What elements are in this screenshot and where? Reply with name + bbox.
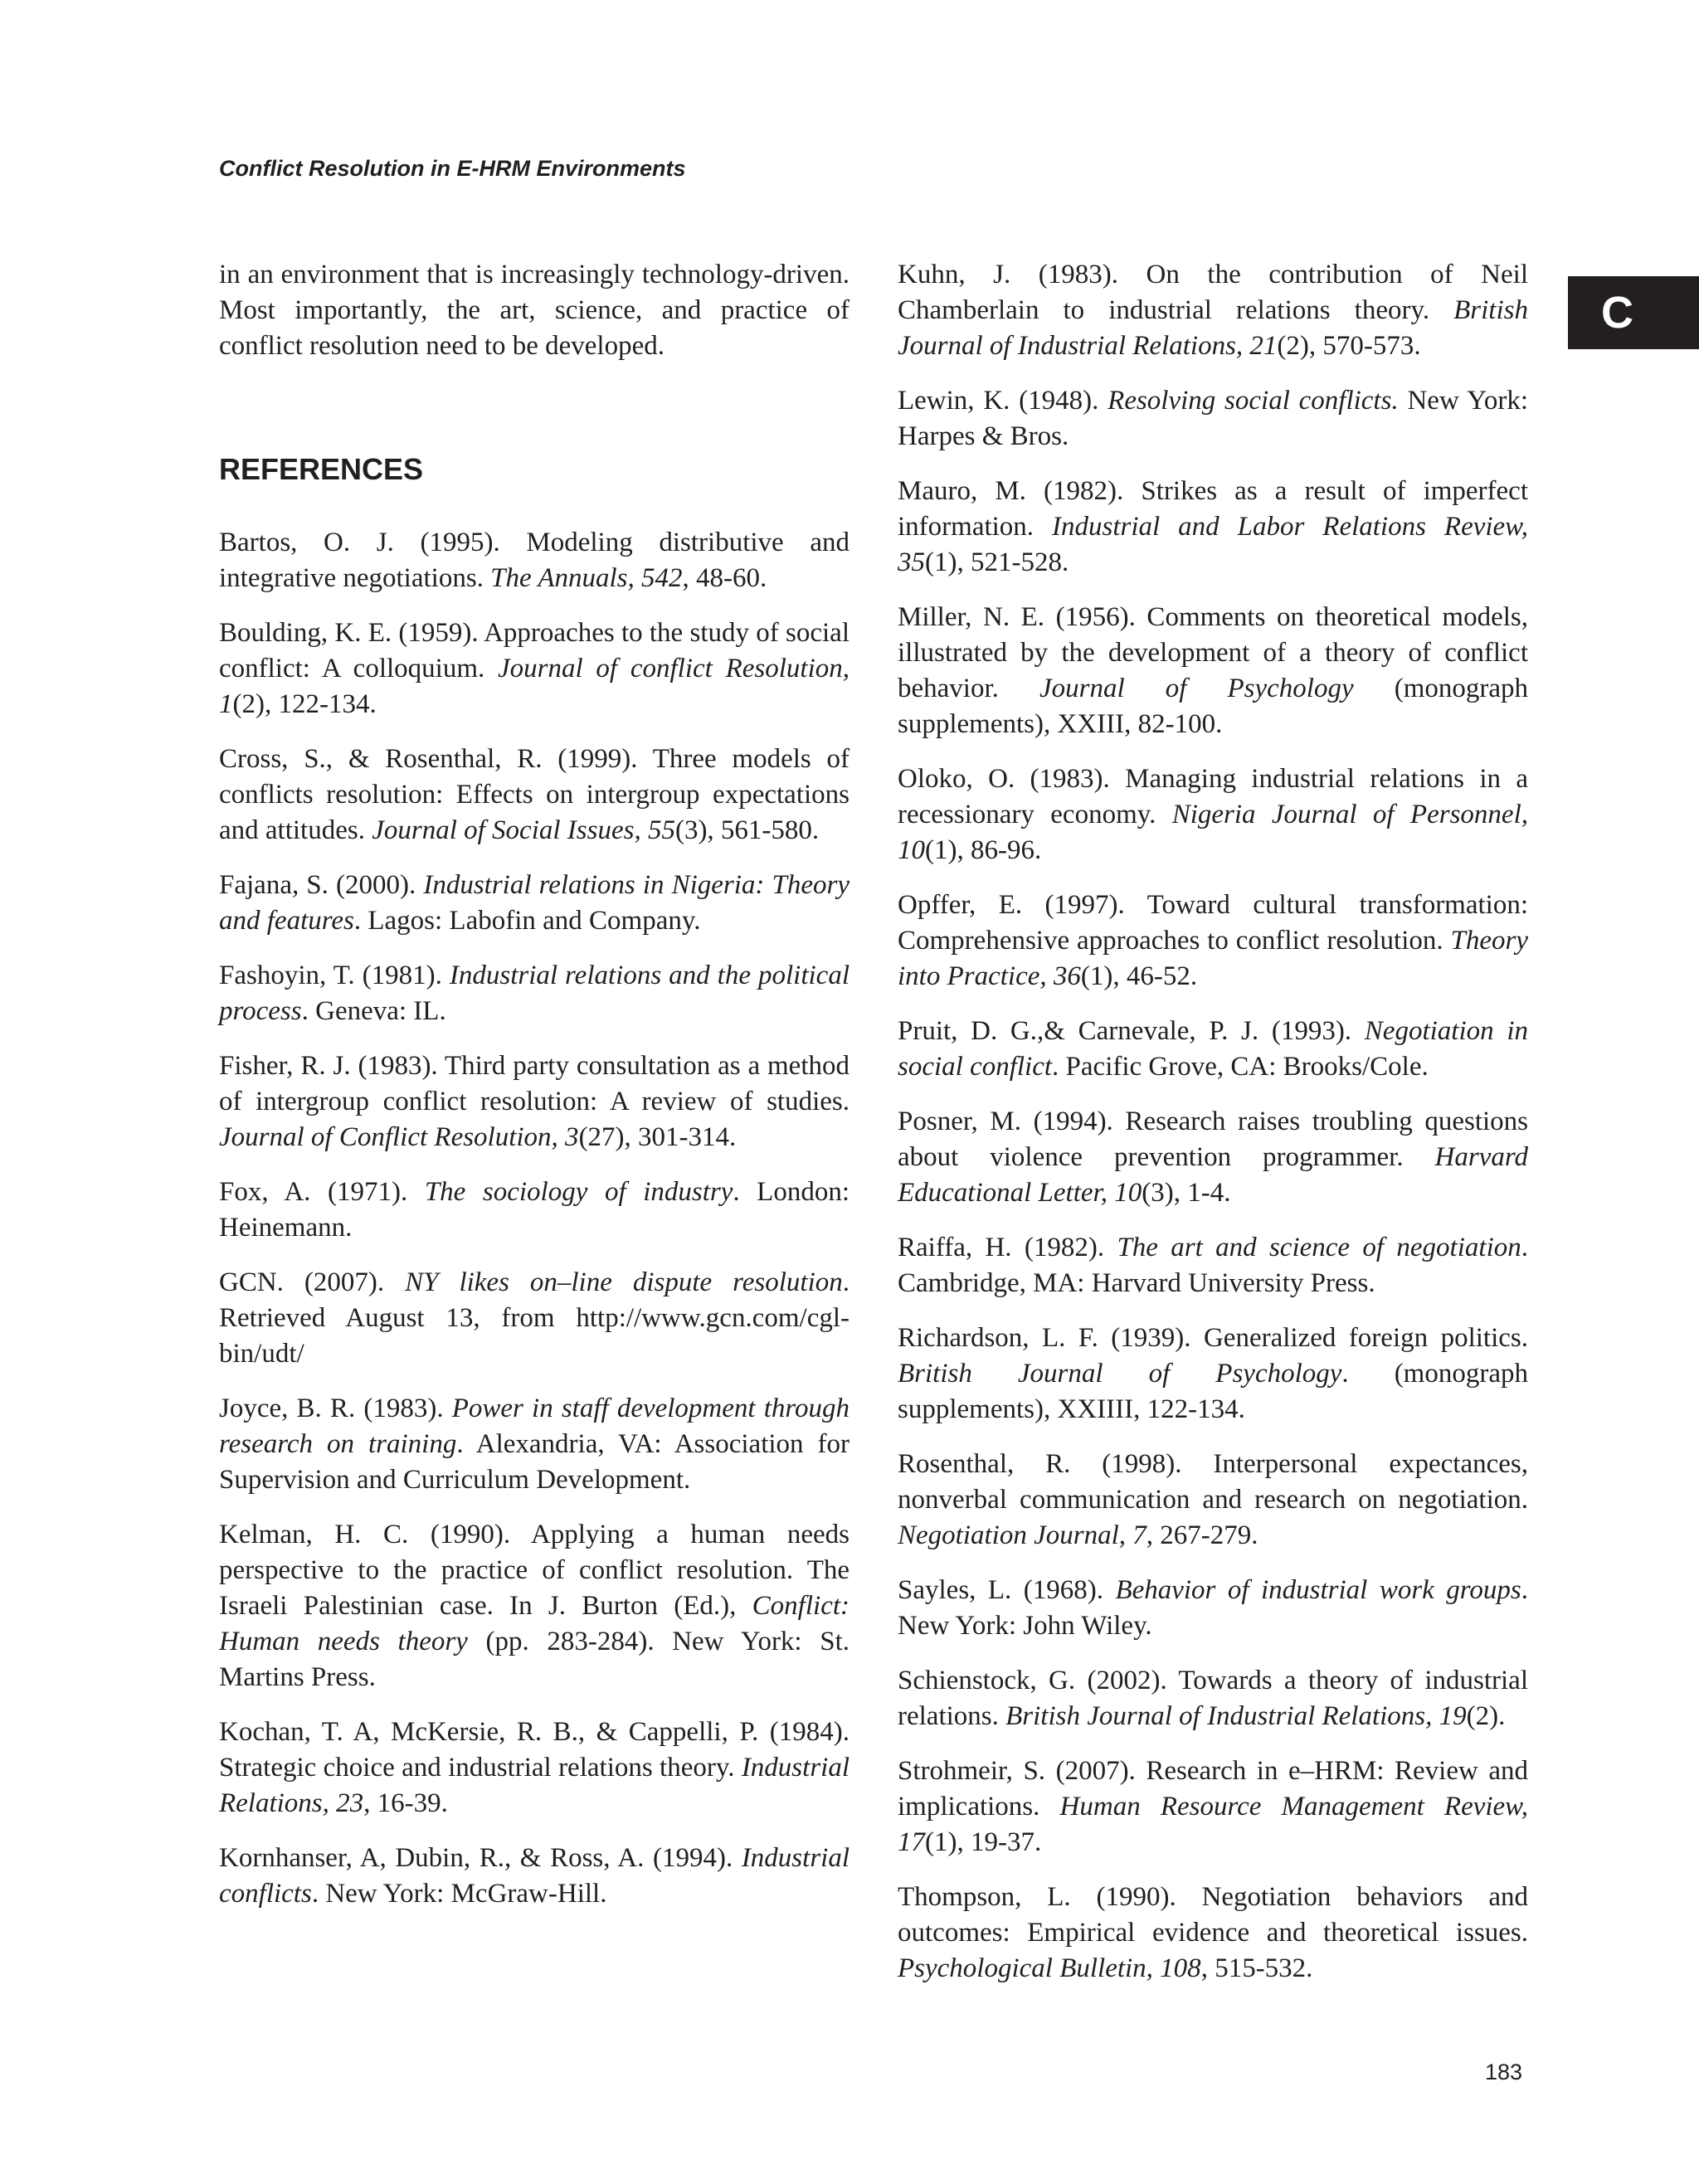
reference-source: Harvard Educational Letter, 10 xyxy=(898,1142,1528,1208)
reference-entry xyxy=(219,1048,850,1155)
reference-text: Sayles, L. (1968). xyxy=(898,1575,1116,1605)
reference-entry xyxy=(219,958,850,1029)
reference-text: Lewin, K. (1948). xyxy=(898,386,1108,416)
reference-text: (3), 561-580. xyxy=(674,815,820,845)
reference-entry xyxy=(219,525,850,596)
reference-text: (pp. 283-284). New York: St. Martins Press. xyxy=(219,1627,850,1692)
reference-text: , 48-60. xyxy=(682,563,767,593)
reference-text: Richardson, L. F. (1939). Generalized foreign politics. xyxy=(898,1323,1528,1353)
reference-entry xyxy=(219,1391,850,1498)
reference-text: (1), 86-96. xyxy=(925,835,1042,865)
references-heading: REFERENCES xyxy=(219,452,424,486)
running-header: Conflict Resolution in E-HRM Environments xyxy=(219,156,686,181)
reference-text: New York: Harpes & Bros. xyxy=(898,386,1528,451)
reference-source: The art and science of negotiation xyxy=(1117,1233,1521,1262)
reference-source: British Journal of Industrial Relations, 21 xyxy=(898,295,1528,361)
reference-text: Raiffa, H. (1982). xyxy=(898,1233,1117,1262)
reference-text: Boulding, K. E. (1959). Approaches to the study of social conflict: A colloquium. xyxy=(219,618,850,683)
section-tab: C xyxy=(1568,276,1699,349)
reference-entry xyxy=(898,888,1528,995)
reference-source: Negotiation in social conflict xyxy=(898,1016,1528,1082)
reference-text: Fisher, R. J. (1983). Third party consultation as a method of intergroup conflict resolution: A review of studies. xyxy=(219,1051,850,1116)
reference-text: Strohmeir, S. (2007). Research in e–HRM: Review and implications. xyxy=(898,1756,1528,1822)
left-column xyxy=(219,257,850,1931)
reference-text: Thompson, L. (1990). Negotiation behaviors and outcomes: Empirical evidence and theoretical issues. xyxy=(898,1882,1528,1948)
reference-source: Human Resource Management Review, 17 xyxy=(898,1792,1528,1857)
reference-source: Industrial and Labor Relations Review, 35 xyxy=(898,512,1528,577)
reference-text: . Cambridge, MA: Harvard University Press. xyxy=(898,1233,1528,1298)
reference-source: Theory into Practice, 36 xyxy=(898,926,1528,991)
reference-entry xyxy=(219,615,850,722)
page-number: 183 xyxy=(1485,2060,1523,2084)
references-list-right xyxy=(898,257,1528,1987)
reference-text: (1), 19-37. xyxy=(925,1827,1042,1857)
reference-entry xyxy=(219,1175,850,1246)
references-list-left xyxy=(219,525,850,1912)
reference-source: Journal of conflict Resolution, 1 xyxy=(219,654,850,719)
reference-text: Pruit, D. G.,& Carnevale, P. J. (1993). xyxy=(898,1016,1365,1046)
reference-text: Opffer, E. (1997). Toward cultural transformation: Comprehensive approaches to conflict resolution. xyxy=(898,890,1528,956)
reference-text: Joyce, B. R. (1983). xyxy=(219,1394,452,1423)
reference-text: (monograph supplements), XXIII, 82-100. xyxy=(898,674,1528,739)
reference-source: Power in staff development through research on training xyxy=(219,1394,850,1459)
reference-text: GCN. (2007). xyxy=(219,1267,406,1297)
reference-text: Kornhanser, A, Dubin, R., & Ross, A. (1994). xyxy=(219,1843,742,1873)
right-column xyxy=(898,257,1528,2006)
reference-text: (2). xyxy=(1466,1701,1506,1731)
reference-text: Schienstock, G. (2002). Towards a theory of industrial relations. xyxy=(898,1666,1528,1731)
reference-source: Nigeria Journal of Personnel, 10 xyxy=(898,800,1528,865)
reference-entry xyxy=(898,1230,1528,1301)
reference-source: Negotiation Journal, 7 xyxy=(898,1520,1146,1550)
reference-entry xyxy=(898,1447,1528,1554)
reference-text: . Lagos: Labofin and Company. xyxy=(353,906,701,936)
reference-text: Kelman, H. C. (1990). Applying a human needs perspective to the practice of conflict resolution. The Israeli Palestinian case. In J. Burton (Ed.), xyxy=(219,1520,850,1621)
reference-text: . Retrieved August 13, from http://www.gcn.com/cgl-bin/udt/ xyxy=(219,1267,850,1369)
reference-source: The sociology of industry xyxy=(424,1177,733,1207)
reference-source: Conflict: Human needs theory xyxy=(219,1591,850,1656)
reference-text: (27), 301-314. xyxy=(578,1122,737,1152)
reference-text: . New York: John Wiley. xyxy=(898,1575,1528,1641)
reference-text: Bartos, O. J. (1995). Modeling distributive and integrative negotiations. xyxy=(219,528,850,593)
reference-entry xyxy=(898,1663,1528,1734)
reference-source: Industrial relations and the political process xyxy=(219,961,850,1026)
reference-text: , 267-279. xyxy=(1146,1520,1258,1550)
reference-source: Industrial conflicts xyxy=(219,1843,850,1909)
reference-text: (2), 122-134. xyxy=(232,689,377,719)
reference-text: Rosenthal, R. (1998). Interpersonal expectances, nonverbal communication and research on negotiation. xyxy=(898,1449,1528,1515)
reference-text: . Geneva: IL. xyxy=(301,996,446,1026)
reference-source: Psychological Bulletin, 108 xyxy=(898,1953,1201,1983)
reference-entry xyxy=(898,600,1528,742)
reference-text: Cross, S., & Rosenthal, R. (1999). Three models of conflicts resolution: Effects on intergroup expectations and attitudes. xyxy=(219,744,850,845)
reference-source: British Journal of Psychology xyxy=(898,1359,1342,1389)
reference-text: Mauro, M. (1982). Strikes as a result of imperfect information. xyxy=(898,476,1528,542)
reference-entry xyxy=(898,474,1528,581)
reference-text: . Alexandria, VA: Association for Supervision and Curriculum Development. xyxy=(219,1429,850,1495)
reference-text: (2), 570-573. xyxy=(1277,331,1421,361)
reference-source: Resolving social conflicts. xyxy=(1108,386,1399,416)
reference-entry xyxy=(219,1715,850,1822)
reference-entry xyxy=(219,1517,850,1695)
reference-entry xyxy=(898,1321,1528,1428)
reference-text: . New York: McGraw-Hill. xyxy=(311,1879,607,1909)
reference-entry xyxy=(219,742,850,849)
reference-text: . (monograph supplements), XXIIII, 122-134. xyxy=(898,1359,1528,1424)
reference-text: Fox, A. (1971). xyxy=(219,1177,425,1207)
reference-text: Posner, M. (1994). Research raises troubling questions about violence prevention programmer. xyxy=(898,1107,1528,1172)
reference-entry xyxy=(898,1014,1528,1085)
reference-source: Journal of Psychology xyxy=(1039,674,1354,703)
reference-source: Industrial Relations, 23 xyxy=(219,1753,850,1818)
reference-text: . Pacific Grove, CA: Brooks/Cole. xyxy=(1052,1052,1429,1082)
reference-entry xyxy=(898,1880,1528,1987)
reference-entry xyxy=(898,257,1528,364)
reference-text: , 515-532. xyxy=(1200,1953,1313,1983)
reference-text: . London: Heinemann. xyxy=(219,1177,850,1243)
reference-entry xyxy=(219,1265,850,1372)
reference-text: Fashoyin, T. (1981). xyxy=(219,961,450,990)
reference-entry xyxy=(898,1573,1528,1644)
reference-source: NY likes on–line dispute resolution xyxy=(405,1267,843,1297)
reference-text: , 16-39. xyxy=(363,1788,448,1818)
reference-text: Kochan, T. A, McKersie, R. B., & Cappelli, P. (1984). Strategic choice and industrial relations theory. xyxy=(219,1717,850,1783)
reference-source: Industrial relations in Nigeria: Theory and features xyxy=(219,870,850,936)
reference-entry xyxy=(219,868,850,939)
reference-text: Miller, N. E. (1956). Comments on theoretical models, illustrated by the development of a theory of conflict behavior. xyxy=(898,602,1528,703)
reference-text: Oloko, O. (1983). Managing industrial relations in a recessionary economy. xyxy=(898,764,1528,829)
reference-entry xyxy=(898,383,1528,455)
reference-text: (1), 521-528. xyxy=(925,547,1069,577)
reference-entry xyxy=(219,1841,850,1912)
reference-text: Fajana, S. (2000). xyxy=(219,870,424,900)
reference-entry xyxy=(898,761,1528,868)
reference-source: British Journal of Industrial Relations, 19 xyxy=(1005,1701,1467,1731)
reference-source: Journal of Social Issues, 55 xyxy=(372,815,675,845)
reference-text: Kuhn, J. (1983). On the contribution of Neil Chamberlain to industrial relations theory. xyxy=(898,260,1528,325)
reference-text: (1), 46-52. xyxy=(1080,961,1198,991)
reference-entry xyxy=(898,1754,1528,1861)
reference-source: The Annuals, 542 xyxy=(490,563,683,593)
reference-entry xyxy=(898,1104,1528,1211)
reference-source: Journal of Conflict Resolution, 3 xyxy=(219,1122,579,1152)
reference-text: (3), 1-4. xyxy=(1142,1178,1231,1208)
reference-source: Behavior of industrial work groups xyxy=(1115,1575,1521,1605)
intro-paragraph: in an environment that is increasingly technology-driven. Most importantly, the art, science, and practice of conflict resolution need to be developed. xyxy=(219,260,850,361)
